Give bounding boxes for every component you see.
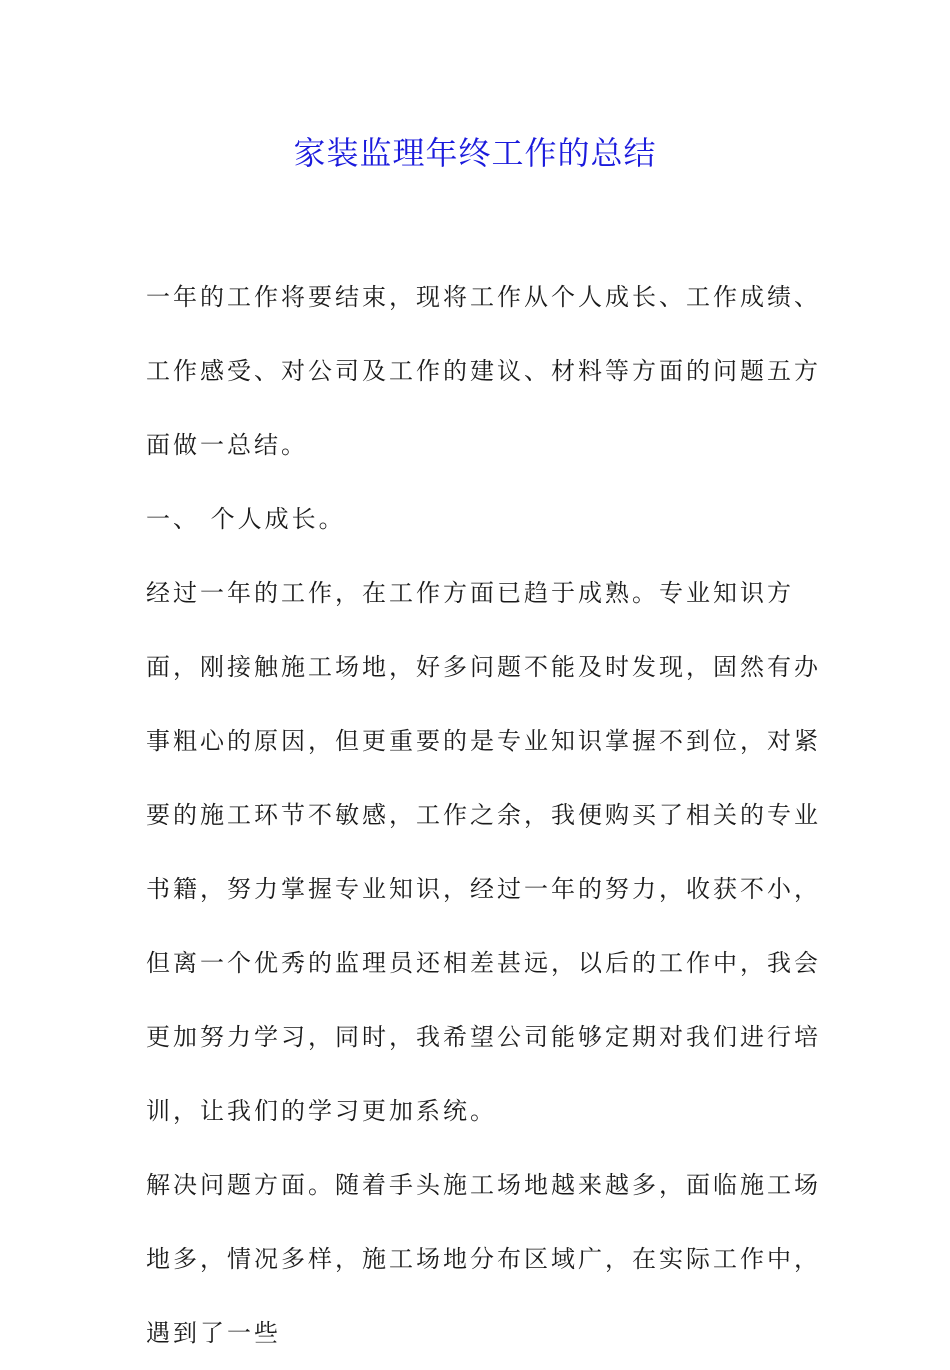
paragraph-intro: 一年的工作将要结束，现将工作从个人成长、工作成绩、工作感受、对公司及工作的建议、材料等方面的问题五方面做一总结。 [146, 283, 821, 459]
document-title: 家装监理年终工作的总结 [293, 134, 657, 172]
document-body [146, 260, 826, 1370]
paragraph-professional-knowledge: 经过一年的工作，在工作方面已趋于成熟。专业知识方面，刚接触施工场地，好多问题不能及时发现，固然有办事粗心的原因，但更重要的是专业知识掌握不到位，对紧要的施工环节不敏感，工作之余，我便购买了相关的专业书籍，努力掌握专业知识，经过一年的努力，收获不小，但离一个优秀的监理员还相差甚远，以后的工作中，我会更加努力学习，同时，我希望公司能够定期对我们进行培训，让我们的学习更加系统。 [146, 579, 821, 1125]
section-heading-personal-growth: 一、 个人成长。 [146, 505, 346, 533]
paragraph-problem-solving: 解决问题方面。随着手头施工场地越来越多，面临施工场地多，情况多样，施工场地分布区域广，在实际工作中，遇到了一些 [146, 1171, 821, 1347]
